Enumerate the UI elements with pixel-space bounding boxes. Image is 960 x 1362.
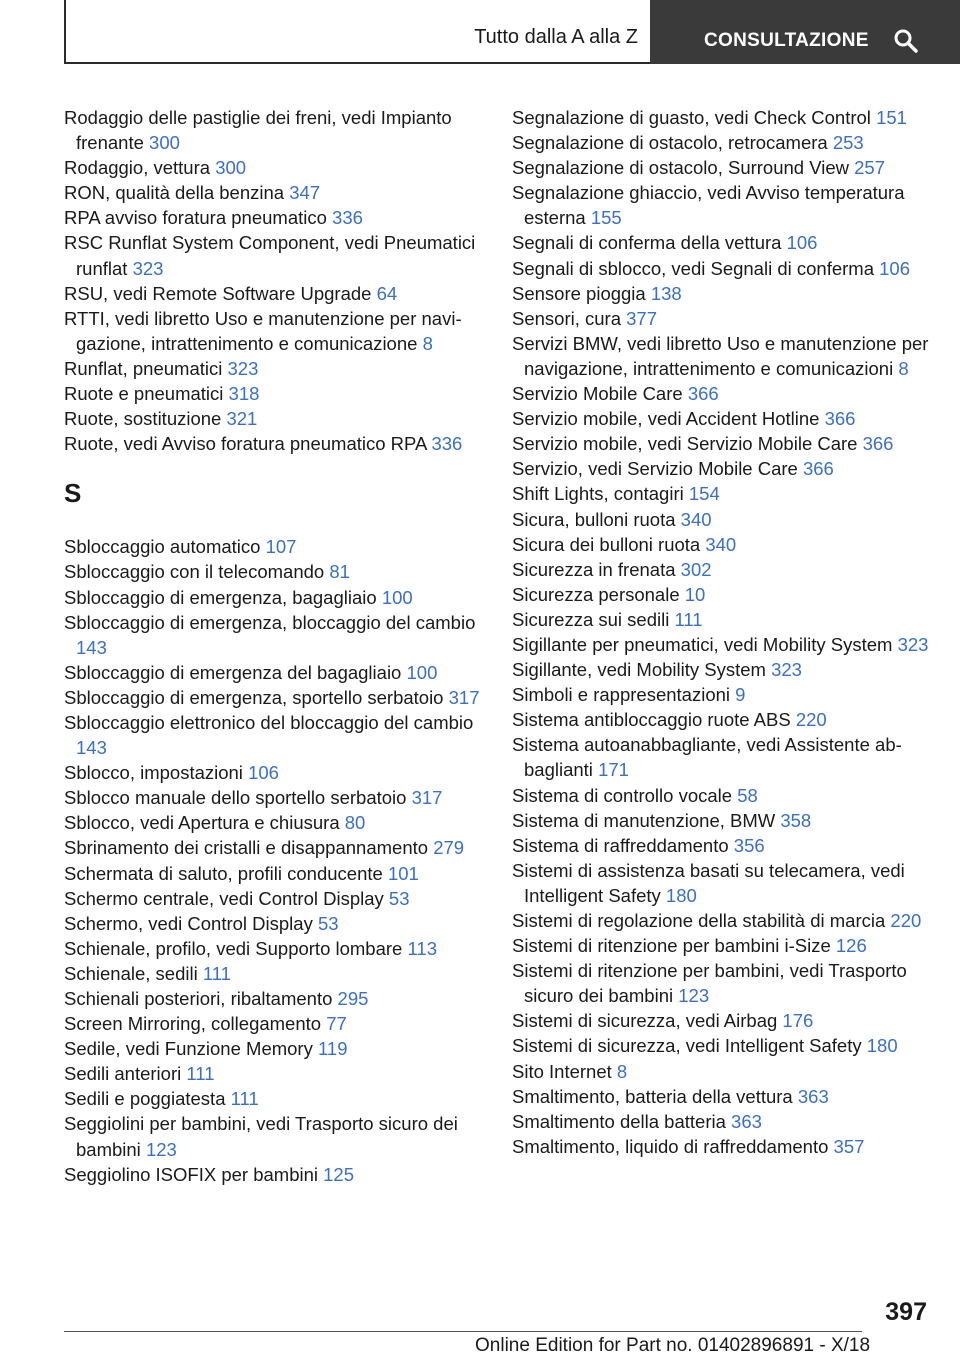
index-entry-page-link[interactable]: 154: [688, 483, 720, 505]
index-entry-text: Sistemi di ritenzione per bambini i-Size: [512, 935, 831, 957]
index-entry-page-link[interactable]: 295: [337, 988, 369, 1009]
index-entry-text: RSU, vedi Remote Software Upgrade: [64, 282, 372, 304]
index-entry: [512, 130, 932, 155]
index-entry: [512, 481, 932, 506]
index-entry: [64, 534, 482, 559]
page-number: 397: [885, 1298, 927, 1326]
index-entry-page-link[interactable]: 323: [132, 257, 164, 279]
index-entry-text: Schienale, profilo, vedi Supporto lombare: [64, 937, 403, 959]
index-entry-text: Sbloccaggio di emergenza, bloccaggio del cambio: [64, 611, 476, 633]
index-entry-page-link[interactable]: 323: [227, 357, 259, 379]
index-entry: [512, 431, 932, 456]
index-entry-text: Sblocco manuale dello sportello serbatoio: [64, 787, 407, 809]
index-entry-page-link[interactable]: 77: [326, 1013, 347, 1035]
index-entry: [512, 306, 932, 331]
index-entry: [64, 685, 482, 710]
index-entry-text: Segnali di conferma della vettura: [512, 232, 782, 254]
index-entry: [512, 682, 932, 707]
index-entry-page-link[interactable]: 126: [835, 935, 867, 957]
index-entry: [512, 381, 932, 406]
index-entry: [64, 180, 482, 205]
index-entry-page-link[interactable]: 180: [866, 1035, 898, 1057]
index-entry-text: Sedili e poggiatesta: [64, 1088, 226, 1110]
index-entry-text: Smaltimento della batteria: [512, 1110, 726, 1132]
index-entry-page-link[interactable]: 180: [665, 884, 697, 906]
index-entry-page-link[interactable]: 100: [381, 586, 413, 608]
index-entry-text: RPA avviso foratura pneumatico: [64, 207, 327, 229]
index-entry-page-link[interactable]: 336: [332, 207, 363, 229]
index-entry: [512, 105, 932, 130]
index-entry-text: Schermo, vedi Control Display: [64, 912, 313, 934]
index-column-left: [64, 105, 482, 1187]
index-entry-page-link[interactable]: 363: [731, 1110, 762, 1132]
index-entry-text: Sbloccaggio elettronico del bloccaggio del cambio: [64, 711, 474, 733]
index-entry-text: Sito Internet: [512, 1060, 612, 1082]
index-entry: [64, 1086, 482, 1111]
index-entry-text: Runflat, pneumatici: [64, 357, 223, 379]
index-entry-text: Segnalazione di ostacolo, Surround View: [512, 157, 849, 179]
page-header: [0, 0, 960, 66]
index-entry-page-link[interactable]: 340: [705, 533, 737, 555]
header-tab[interactable]: [650, 0, 960, 64]
index-entry-text: Sbloccaggio di emergenza, bagagliaio: [64, 586, 377, 608]
index-entry: [64, 710, 482, 760]
index-entry-page-link[interactable]: 220: [890, 910, 922, 931]
index-entry-text: Sblocco, vedi Apertura e chiusura: [64, 812, 340, 834]
index-entry: [512, 933, 932, 958]
index-entry: [512, 406, 932, 431]
index-entry: [512, 155, 932, 180]
index-entry-text: Sbloccaggio automatico: [64, 536, 261, 558]
index-entry-page-link[interactable]: 366: [687, 383, 719, 405]
footer-divider: [64, 1331, 862, 1332]
index-entry-text: Segnalazione di guasto, vedi Check Control: [512, 107, 871, 128]
index-entry: [512, 532, 932, 557]
index-entry: [64, 155, 482, 180]
index-entry: [64, 306, 482, 356]
index-entry: [512, 1008, 932, 1033]
index-entry-page-link[interactable]: 107: [265, 536, 297, 558]
index-entry-page-link[interactable]: 106: [879, 257, 911, 279]
index-entry-page-link[interactable]: 113: [407, 937, 437, 959]
index-entry-page-link[interactable]: 143: [76, 636, 107, 658]
header-tab-label: CONSULTAZIONE: [704, 30, 869, 51]
index-entry-text: Rodaggio, vettura: [64, 157, 211, 179]
index-entry: [64, 886, 482, 911]
index-entry: [64, 861, 482, 886]
index-entry-text: Schermata di saluto, profili conducente: [64, 862, 383, 884]
index-entry-page-link[interactable]: 111: [230, 1088, 259, 1110]
index-entry-page-link[interactable]: 366: [862, 433, 894, 455]
index-entry-page-link[interactable]: 253: [832, 132, 864, 154]
index-entry: [64, 559, 482, 584]
index-entry-text: Sistemi di assistenza basati su telecamera, vedi Intelligent Safety: [512, 859, 905, 906]
index-entry-page-link[interactable]: 111: [186, 1063, 215, 1085]
index-entry: [512, 783, 932, 808]
index-entry: [512, 1084, 932, 1109]
index-entry: [64, 381, 482, 406]
index-entry-text: Segnalazione di ostacolo, retrocamera: [512, 132, 828, 154]
footer-edition-text: Online Edition for Part no. 01402896891 - X/18: [475, 1335, 871, 1356]
index-column-right: [512, 105, 932, 1159]
index-entry-text: Sbloccaggio di emergenza del bagagliaio: [64, 661, 402, 683]
index-entry-text: RON, qualità della benzina: [64, 182, 285, 204]
index-entry-text: Servizio mobile, vedi Servizio Mobile Care: [512, 433, 858, 455]
index-entry: [64, 961, 482, 986]
index-entry-page-link[interactable]: 220: [795, 709, 827, 731]
index-entry: [64, 431, 482, 456]
index-entry: [512, 833, 932, 858]
index-entry-text: Sistemi di sicurezza, vedi Intelligent Safety: [512, 1035, 862, 1057]
index-entry: [512, 1033, 932, 1058]
index-entry-text: Sistemi di regolazione della stabilità di marcia: [512, 910, 886, 931]
index-entry: [512, 632, 932, 657]
index-entry-text: Sistemi di ritenzione per bambini, vedi Trasporto sicuro dei bambini: [512, 960, 907, 1007]
index-entry-page-link[interactable]: 10: [684, 583, 706, 605]
index-entry-page-link[interactable]: 357: [833, 1135, 865, 1157]
index-entry-page-link[interactable]: 53: [317, 912, 339, 934]
index-entry-page-link[interactable]: 143: [76, 737, 107, 759]
index-entry-text: Ruote e pneumatici: [64, 383, 224, 405]
index-entry-text: Sedile, vedi Funzione Memory: [64, 1038, 313, 1060]
index-letter-heading: S: [64, 478, 82, 509]
index-entry-text: Sicura, bulloni ruota: [512, 508, 676, 530]
index-entry-text: Sbrinamento dei cristalli e disappannamento: [64, 837, 429, 859]
index-entry: [512, 281, 932, 306]
index-entry-page-link[interactable]: 111: [202, 962, 231, 984]
index-entry: [512, 808, 932, 833]
index-entry: [64, 230, 482, 280]
index-entry: [512, 908, 932, 933]
index-entry-page-link[interactable]: 171: [598, 759, 629, 781]
index-entry-page-link[interactable]: 300: [149, 132, 180, 154]
index-entry: [64, 1111, 482, 1161]
index-entry: [64, 810, 482, 835]
index-entry-page-link[interactable]: 279: [433, 837, 465, 859]
index-entry-page-link[interactable]: 318: [228, 383, 260, 405]
index-entry-page-link[interactable]: 336: [431, 433, 463, 455]
index-entry-page-link[interactable]: 8: [422, 332, 433, 354]
index-entry-text: Sbloccaggio di emergenza, sportello serbatoio: [64, 686, 444, 708]
index-entry-text: Sblocco, impostazioni: [64, 762, 243, 784]
index-entry-text: Sicurezza sui sedili: [512, 608, 670, 630]
index-entry-text: Simboli e rappresentazioni: [512, 684, 731, 706]
index-entry-text: Seggiolino ISOFIX per bambini: [64, 1163, 318, 1185]
index-entry-text: Sicura dei bulloni ruota: [512, 533, 701, 555]
index-entry-page-link[interactable]: 363: [797, 1085, 829, 1107]
index-entry-page-link[interactable]: 80: [344, 812, 366, 834]
index-entry: [64, 760, 482, 785]
index-entry: [64, 406, 482, 431]
index-entry-page-link[interactable]: 155: [590, 207, 622, 229]
index-entry-text: Segnalazione ghiaccio, vedi Avviso temperatura esterna: [512, 182, 905, 229]
index-entry: [512, 230, 932, 255]
index-entry-page-link[interactable]: 358: [780, 809, 812, 831]
index-entry: [64, 1036, 482, 1061]
index-entry: [64, 1011, 482, 1036]
index-entry-page-link[interactable]: 302: [680, 558, 712, 580]
index-entry-text: RTTI, vedi libretto Uso e manutenzione per navigazione, intrattenimento e comunicazione: [64, 307, 462, 354]
index-entry: [64, 610, 482, 660]
index-entry-page-link[interactable]: 317: [411, 787, 443, 809]
index-entry-page-link[interactable]: 317: [448, 686, 480, 708]
index-entry: [64, 835, 482, 860]
index-entry-text: Servizio, vedi Servizio Mobile Care: [512, 458, 798, 480]
index-entry-text: Sistemi di sicurezza, vedi Airbag: [512, 1010, 778, 1032]
index-entry-text: Sigillante per pneumatici, vedi Mobility System: [512, 633, 893, 655]
index-entry-text: Servizio mobile, vedi Accident Hotline: [512, 408, 820, 430]
index-entry-page-link[interactable]: 176: [782, 1010, 814, 1032]
index-entry-page-link[interactable]: 323: [897, 633, 929, 655]
index-entry: [512, 1109, 932, 1134]
index-entry: [64, 785, 482, 810]
index-entry-page-link[interactable]: 58: [737, 784, 758, 806]
index-entry-page-link[interactable]: 257: [854, 157, 886, 179]
index-entry-text: Ruote, vedi Avviso foratura pneumatico RPA: [64, 433, 427, 455]
index-entry-text: Sensore pioggia: [512, 282, 646, 304]
index-entry-text: Sedili anteriori: [64, 1063, 182, 1085]
index-entry: [64, 1162, 482, 1187]
index-entry-page-link[interactable]: 111: [674, 608, 703, 630]
index-entry-page-link[interactable]: 53: [388, 887, 410, 909]
index-entry-page-link[interactable]: 125: [323, 1163, 355, 1185]
index-entry: [512, 607, 932, 632]
index-entry-text: Sbloccaggio con il telecomando: [64, 561, 325, 583]
search-icon[interactable]: [893, 28, 919, 54]
index-entry: [512, 180, 932, 230]
index-entry: [64, 1061, 482, 1086]
index-entry-text: RSC Runflat System Component, vedi Pneumatici runflat: [64, 232, 476, 279]
index-entry: [512, 557, 932, 582]
index-entry: [512, 732, 932, 782]
index-entry: [512, 657, 932, 682]
index-entry-page-link[interactable]: 377: [626, 307, 658, 329]
index-entry-text: Rodaggio delle pastiglie dei freni, vedi Impianto frenante: [64, 107, 452, 154]
index-entry: [64, 205, 482, 230]
index-entry: [64, 911, 482, 936]
index-entry: [512, 1059, 932, 1084]
index-entry-text: Sistema di raffreddamento: [512, 834, 729, 856]
index-entry-page-link[interactable]: 64: [376, 282, 398, 304]
index-entry: [512, 256, 932, 281]
index-entry: [512, 707, 932, 732]
index-entry-text: Sistema autoanabbagliante, vedi Assistente abbaglianti: [512, 734, 902, 781]
index-entry-page-link[interactable]: 8: [898, 357, 909, 379]
index-entry-page-link[interactable]: 106: [248, 762, 279, 784]
index-entry-text: Schienali posteriori, ribaltamento: [64, 988, 333, 1009]
index-entry-text: Shift Lights, contagiri: [512, 483, 684, 505]
index-entry: [512, 858, 932, 908]
index-entry-text: Sensori, cura: [512, 307, 621, 329]
index-entry: [512, 582, 932, 607]
index-entry: [64, 936, 482, 961]
index-entry-page-link[interactable]: 8: [616, 1060, 628, 1082]
index-entry-page-link[interactable]: 106: [786, 232, 818, 254]
index-entry-text: Servizi BMW, vedi libretto Uso e manutenzione per navigazione, intrattenimento e comunicazioni: [512, 332, 929, 379]
index-entry-page-link[interactable]: 119: [317, 1038, 348, 1060]
index-entry: [64, 660, 482, 685]
index-entry-page-link[interactable]: 300: [215, 157, 247, 179]
index-entry: [64, 281, 482, 306]
index-entry: [512, 1134, 932, 1159]
index-entry-page-link[interactable]: 100: [406, 661, 438, 683]
index-entry-text: Segnali di sblocco, vedi Segnali di conferma: [512, 257, 874, 279]
index-entry-text: Sistema di controllo vocale: [512, 784, 733, 806]
index-entry-page-link[interactable]: 123: [678, 985, 710, 1007]
index-entry-page-link[interactable]: 321: [226, 408, 258, 430]
index-entry-text: Schermo centrale, vedi Control Display: [64, 887, 384, 909]
index-entry-text: Sistema antibloccaggio ruote ABS: [512, 709, 791, 731]
index-entry-text: Sicurezza in frenata: [512, 558, 676, 580]
index-entry-text: Smaltimento, batteria della vettura: [512, 1085, 793, 1107]
index-entry: [64, 585, 482, 610]
index-entry-page-link[interactable]: 138: [650, 282, 682, 304]
index-entry: [64, 356, 482, 381]
index-entry-page-link[interactable]: 323: [771, 659, 802, 681]
index-entry-text: Smaltimento, liquido di raffreddamento: [512, 1135, 829, 1157]
index-entry-text: Sistema di manutenzione, BMW: [512, 809, 776, 831]
index-entry-text: Ruote, sostituzione: [64, 408, 222, 430]
index-entry: [64, 986, 482, 1011]
index-entry-page-link[interactable]: 366: [824, 408, 856, 430]
index-entry-page-link[interactable]: 151: [876, 107, 907, 128]
index-entry-page-link[interactable]: 81: [329, 561, 350, 583]
index-entry-page-link[interactable]: 101: [387, 862, 419, 884]
index-entry-text: Sicurezza personale: [512, 583, 680, 605]
index-entry-page-link[interactable]: 356: [733, 834, 765, 856]
index-entry: [512, 331, 932, 381]
index-entry-text: Sigillante, vedi Mobility System: [512, 659, 766, 681]
index-entry-page-link[interactable]: 123: [145, 1138, 177, 1160]
index-entry-page-link[interactable]: 347: [289, 182, 321, 204]
index-entry: [512, 456, 932, 481]
index-entry-page-link[interactable]: 366: [802, 458, 834, 480]
index-entry: [512, 958, 932, 1008]
index-entry: [512, 507, 932, 532]
index-entry: [64, 105, 482, 155]
index-entry-text: Seggiolini per bambini, vedi Trasporto sicuro dei bambini: [64, 1113, 458, 1160]
index-entry-text: Screen Mirroring, collegamento: [64, 1013, 322, 1035]
header-section-title: Tutto dalla A alla Z: [474, 26, 638, 48]
index-entry-text: Servizio Mobile Care: [512, 383, 683, 405]
index-entry-text: Schienale, sedili: [64, 962, 198, 984]
index-entry-page-link[interactable]: 340: [680, 508, 712, 530]
index-entry-page-link[interactable]: 9: [735, 684, 746, 706]
